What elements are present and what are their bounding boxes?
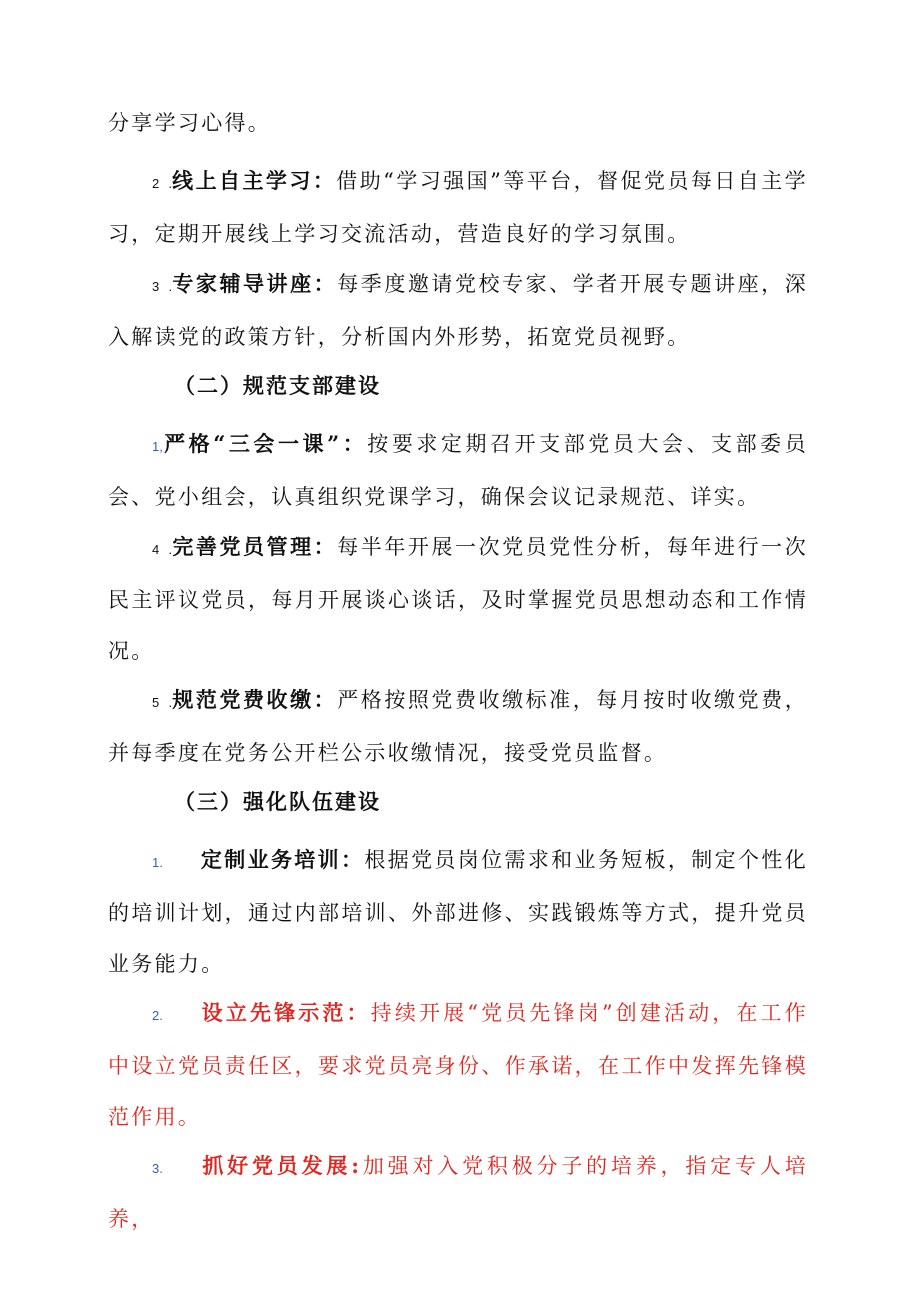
item-number: 3. <box>152 1161 163 1176</box>
item-number: 2 <box>152 176 160 191</box>
paragraph-expert-lecture <box>108 258 808 363</box>
paragraph-online-study <box>108 155 808 260</box>
item-title: 规范党费收缴： <box>172 687 338 712</box>
item-number: 3 <box>152 279 160 294</box>
item-number: 1, <box>152 439 163 454</box>
item-body: 加强对入党积极分子的培养，指定专人培养， <box>108 1154 808 1231</box>
section-heading-branch-building: （二）规范支部建设 <box>174 373 381 398</box>
item-body: 借助“学习强国”等平台，督促党员每日自主学习，定期开展线上学习交流活动，营造良好的学习氛围。 <box>108 169 808 246</box>
item-dot: . <box>168 695 173 710</box>
item-number: 5 <box>152 695 160 710</box>
paragraph-party-dues <box>108 674 808 779</box>
item-body: 持续开展“党员先锋岗”创建活动，在工作中设立党员责任区，要求党员亮身份、作承诺，在工作中发挥先锋模范作用。 <box>108 1001 809 1129</box>
item-title: 抓好党员发展: <box>200 1153 362 1178</box>
item-title: 定制业务培训： <box>200 847 365 872</box>
item-dot: . <box>168 542 173 557</box>
item-number: 1. <box>152 855 163 870</box>
section-heading-team-building: （三）强化队伍建设 <box>174 789 381 814</box>
item-number: 4 <box>152 542 160 557</box>
item-title: 专家辅导讲座： <box>172 271 338 296</box>
paragraph-vanguard-demo <box>108 987 808 1143</box>
paragraph-continuation <box>108 98 808 149</box>
paragraph-member-management <box>108 521 808 677</box>
paragraph-business-training <box>108 834 808 990</box>
paragraph-three-meetings <box>108 418 808 523</box>
item-body: 每半年开展一次党员党性分析，每年进行一次民主评议党员，每月开展谈心谈话，及时掌握党员思想动态和工作情况。 <box>108 535 808 663</box>
item-title: 完善党员管理： <box>172 534 338 559</box>
item-dot: . <box>168 279 173 294</box>
item-body: 根据党员岗位需求和业务短板，制定个性化的培训计划，通过内部培训、外部进修、实践锻炼等方式，提升党员业务能力。 <box>108 848 808 976</box>
paragraph-member-development <box>108 1140 808 1245</box>
item-body: 按要求定期召开支部党员大会、支部委员会、党小组会，认真组织党课学习，确保会议记录规范、详实。 <box>108 432 809 509</box>
item-title: 设立先锋示范： <box>200 1000 371 1025</box>
item-dot: . <box>168 176 172 191</box>
item-body: 每季度邀请党校专家、学者开展专题讲座，深入解读党的政策方针，分析国内外形势，拓宽党员视野。 <box>108 272 808 349</box>
item-title: 严格“三会一课”： <box>162 431 368 456</box>
item-title: 线上自主学习： <box>171 168 337 193</box>
item-number: 2. <box>152 1008 163 1023</box>
paragraph-text: 分享学习心得。 <box>108 111 272 135</box>
item-body: 严格按照党费收缴标准，每月按时收缴党费，并每季度在党务公开栏公示收缴情况，接受党员监督。 <box>108 688 808 765</box>
